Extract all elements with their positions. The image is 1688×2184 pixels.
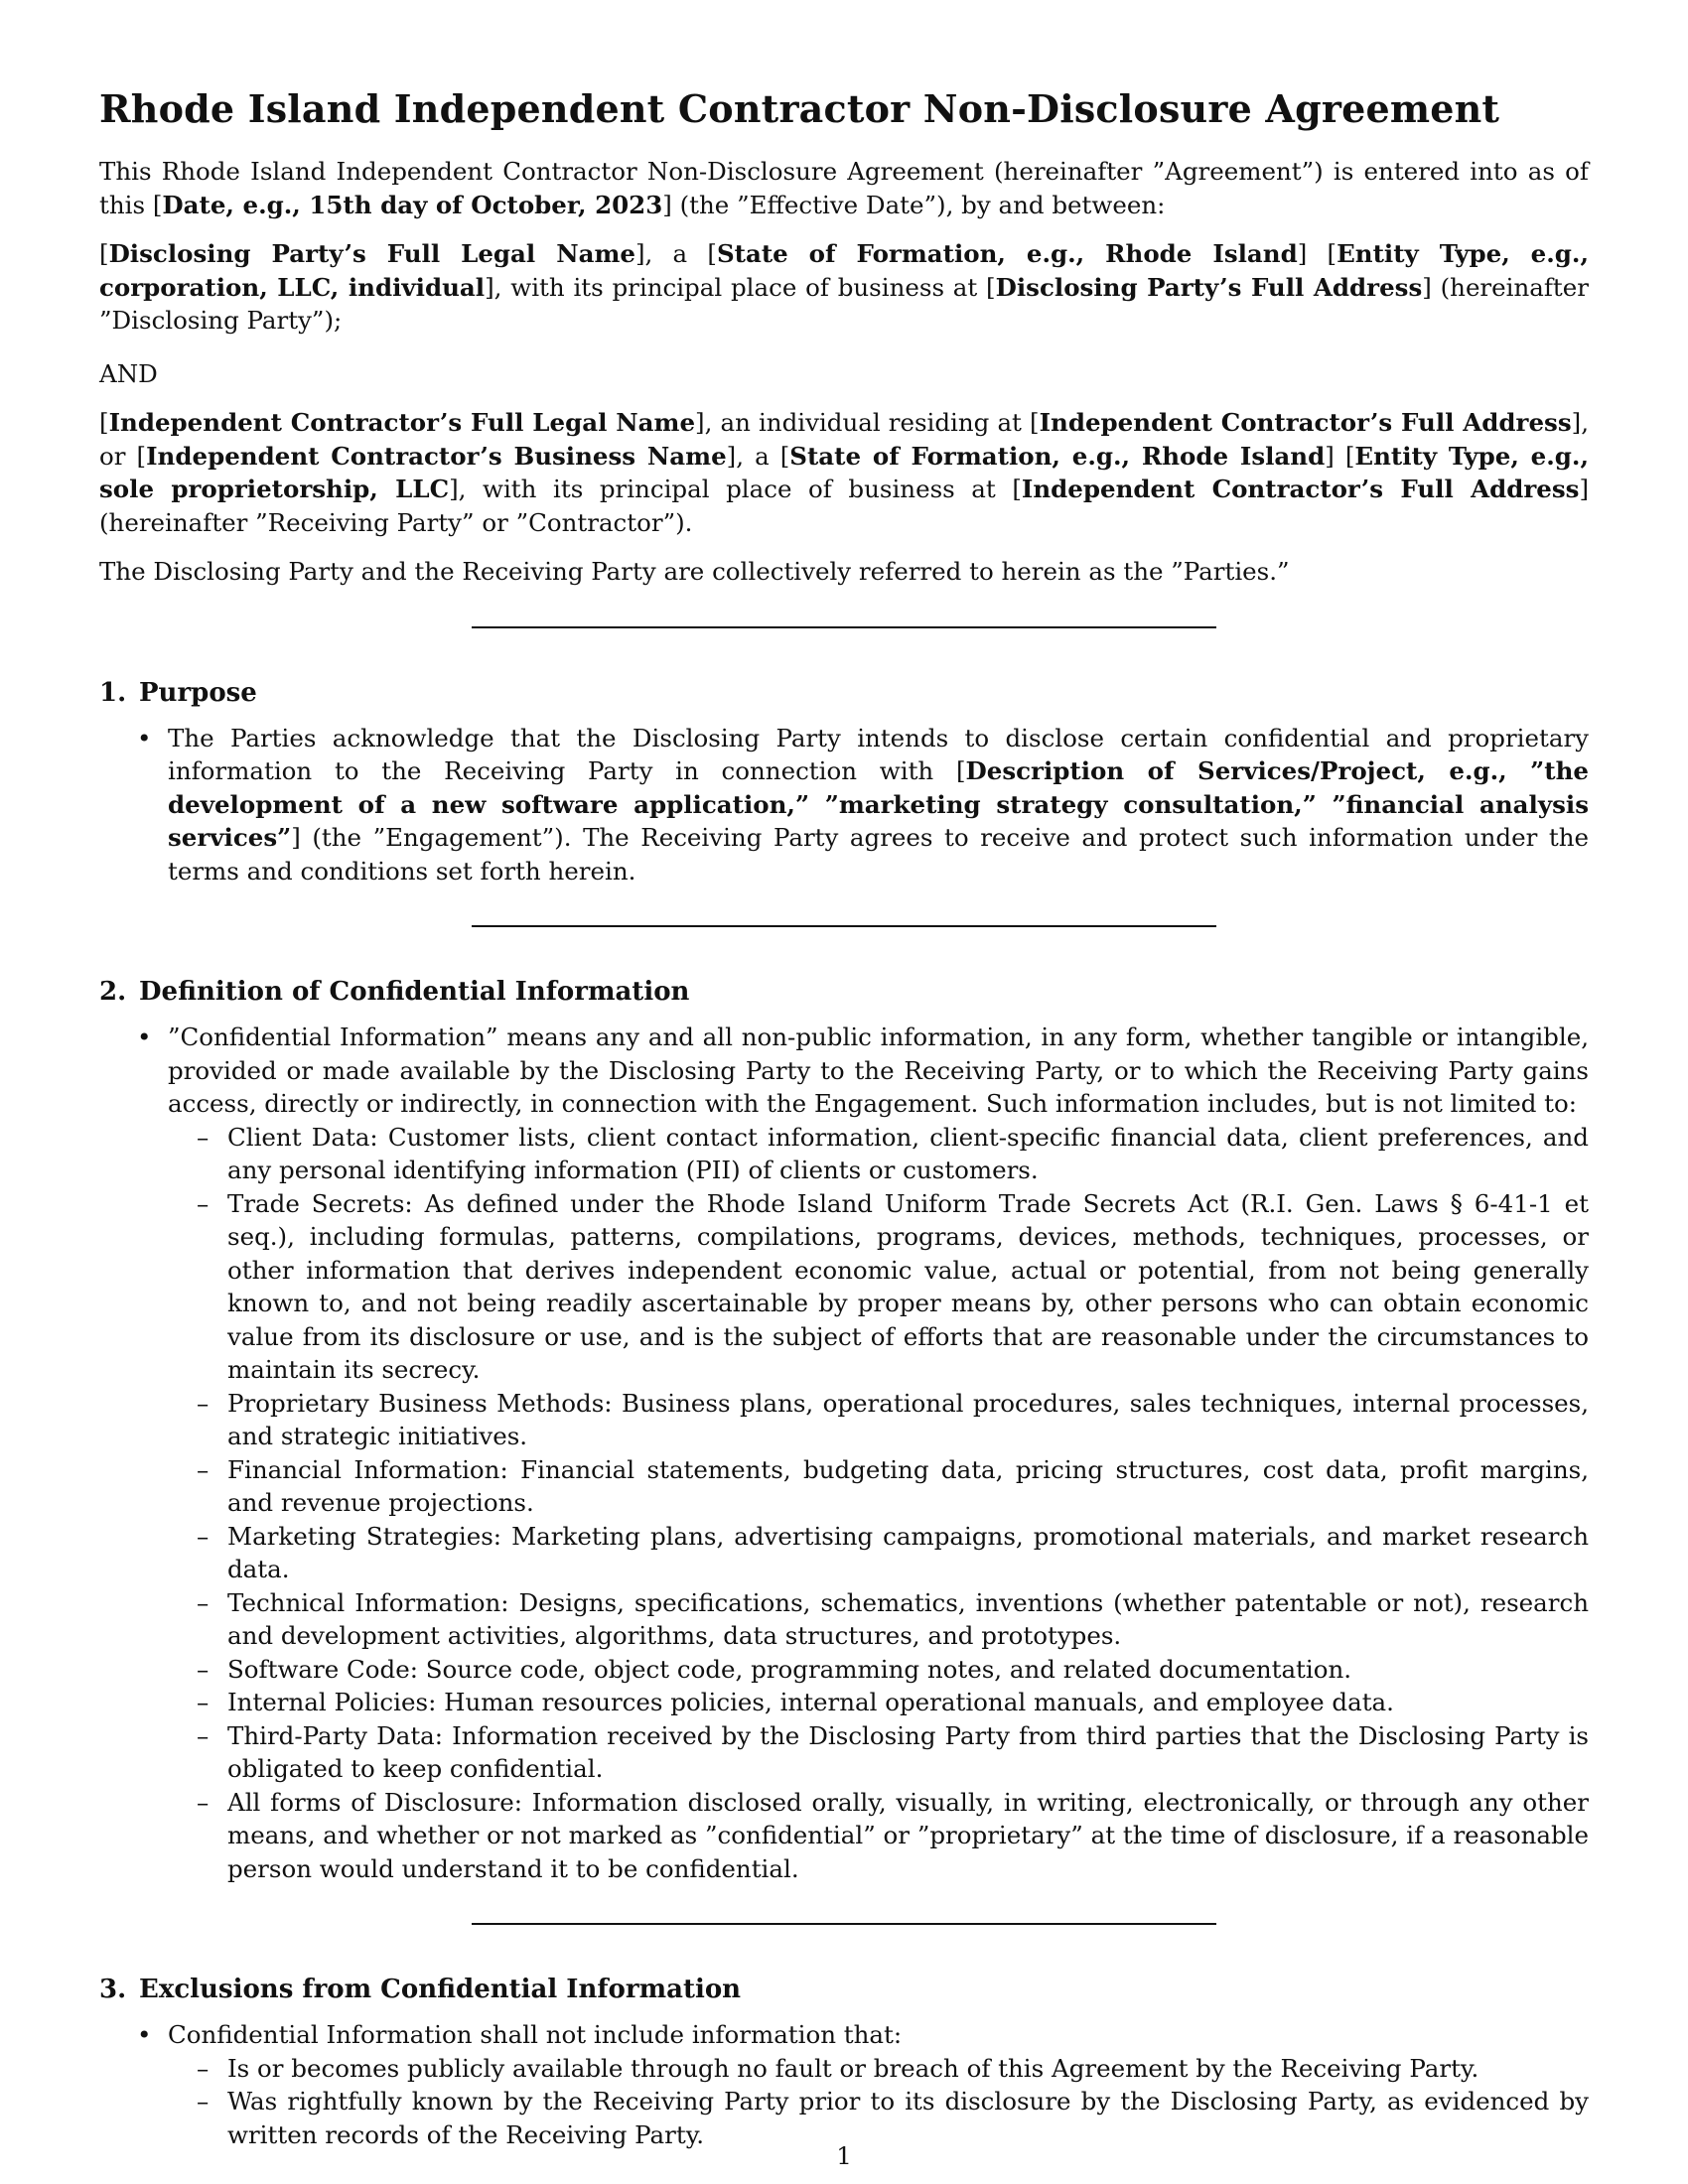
page-number: 1 — [836, 2141, 852, 2170]
category-text: Software Code: Source code, object code, programming notes, and related documentation. — [227, 1654, 1352, 1684]
sub-list-item — [168, 1786, 1589, 1886]
dash-icon: – — [197, 1787, 210, 1817]
purpose-text: The Parties acknowledge that the Disclosing Party intends to disclose certain confidential and proprietary information to the Receiving Party in connection with [ — [168, 723, 1589, 785]
intro-text-end: ] (the ”Effective Date”), by and between: — [662, 190, 1166, 219]
sub-list-item — [168, 2052, 1589, 2086]
sub-list-item — [168, 1686, 1589, 1719]
exclusions-list — [99, 2018, 1589, 2151]
party2-text: ], with its principal place of business at [ — [449, 475, 1022, 503]
section-divider — [472, 626, 1216, 628]
disclosing-state-placeholder: State of Formation, e.g., Rhode Island — [716, 239, 1298, 268]
disclosing-party-paragraph — [99, 237, 1589, 338]
section-number: 1. — [99, 677, 127, 708]
party1-text: ] [ — [1297, 239, 1337, 268]
sub-list-item — [168, 1653, 1589, 1687]
category-text: Marketing Strategies: Marketing plans, advertising campaigns, promotional materials, and market research data. — [227, 1521, 1589, 1583]
intro-text: This Rhode Island Independent Contractor Non-Disclosure Agreement (hereinafter ”Agreement”) is entered into as of this [ — [99, 157, 1589, 219]
exclusions-text: Confidential Information shall not include information that: — [168, 2020, 903, 2049]
sub-list-item — [168, 1520, 1589, 1586]
document-title: Rhode Island Independent Contractor Non-Disclosure Agreement — [99, 86, 1500, 131]
category-text: Internal Policies: Human resources policies, internal operational manuals, and employee data. — [227, 1688, 1394, 1716]
section-title: Purpose — [139, 677, 257, 708]
party2-text: ] [ — [1325, 441, 1355, 471]
intro-paragraph — [99, 155, 1589, 221]
dash-icon: – — [197, 1587, 210, 1617]
dash-icon: – — [197, 1720, 210, 1750]
section-heading-exclusions — [99, 1973, 1589, 2006]
exclusion-items-list — [168, 2052, 1589, 2152]
parties-definition: The Disclosing Party and the Receiving Party are collectively referred to herein as the ”Parties.” — [99, 557, 1290, 586]
dash-icon: – — [197, 2087, 210, 2116]
receiving-party-paragraph — [99, 406, 1589, 539]
and-separator: AND — [99, 358, 158, 388]
section-divider — [472, 1923, 1216, 1925]
section-heading-purpose — [99, 676, 1589, 710]
list-item — [99, 722, 1589, 888]
category-text: Client Data: Customer lists, client contact information, client-specific financial data, client preferences, and any personal identifying information (PII) of clients or customers. — [227, 1122, 1589, 1184]
dash-icon: – — [197, 2053, 210, 2083]
contractor-business-address-placeholder: Independent Contractor’s Full Address — [1021, 475, 1580, 503]
sub-list-item — [168, 1719, 1589, 1786]
contractor-name-placeholder: Independent Contractor’s Full Legal Name — [108, 408, 696, 437]
category-text: All forms of Disclosure: Information disclosed orally, visually, in writing, electronically, or through any other means, and whether or not marked as ”confidential” or ”proprietary” at the time of disclosure, if a reasonable person would understand it to be confidential. — [227, 1787, 1589, 1883]
party2-text: ], a [ — [726, 441, 790, 471]
confidential-categories-list — [168, 1121, 1589, 1886]
disclosing-name-placeholder: Disclosing Party’s Full Legal Name — [108, 239, 635, 268]
sub-list-item — [168, 1121, 1589, 1187]
party2-text: [ — [99, 408, 109, 437]
section-divider — [472, 925, 1216, 927]
exclusion-text: Is or becomes publicly available through no fault or breach of this Agreement by the Receiving Party. — [227, 2053, 1479, 2083]
contractor-business-placeholder: Independent Contractor’s Business Name — [146, 441, 727, 471]
category-text: Technical Information: Designs, specifications, schematics, inventions (whether patentable or not), research and development activities, algorithms, data structures, and prototypes. — [227, 1587, 1589, 1650]
contractor-entity-placeholder: Entity Type, e.g., sole proprietorship, LLC — [99, 441, 1589, 503]
dash-icon: – — [197, 1654, 210, 1684]
purpose-list — [99, 722, 1589, 888]
party1-text: ] (hereinafter ”Disclosing Party”); — [99, 272, 1589, 335]
dash-icon: – — [197, 1388, 210, 1418]
section-title: Definition of Confidential Information — [139, 977, 690, 1007]
bullet-icon: • — [137, 723, 152, 752]
sub-list-item — [168, 1453, 1589, 1520]
sub-list-item — [168, 1387, 1589, 1453]
dash-icon: – — [197, 1122, 210, 1152]
document-page — [99, 85, 1589, 2151]
sub-list-item — [168, 1187, 1589, 1387]
category-text: Third-Party Data: Information received by the Disclosing Party from third parties that the Disclosing Party is obligated to keep confidential. — [227, 1720, 1589, 1783]
disclosing-address-placeholder: Disclosing Party’s Full Address — [995, 272, 1423, 302]
section-number: 3. — [99, 1975, 127, 2004]
bullet-icon: • — [137, 2020, 152, 2049]
contractor-state-placeholder: State of Formation, e.g., Rhode Island — [789, 441, 1326, 471]
services-description-placeholder: Description of Services/Project, e.g., ”the development of a new software application,” ”marketing strategy consultation,” ”financial analysis services” — [168, 756, 1589, 852]
date-placeholder: Date, e.g., 15th day of October, 2023 — [162, 190, 663, 219]
section-number: 2. — [99, 977, 127, 1007]
purpose-text-end: ] (the ”Engagement”). The Receiving Party agrees to receive and protect such information under the terms and conditions set forth herein. — [168, 823, 1589, 886]
exclusion-text: Was rightfully known by the Receiving Party prior to its disclosure by the Disclosing Party, as evidenced by written records of the Receiving Party. — [227, 2087, 1589, 2149]
definition-text: ”Confidential Information” means any and all non-public information, in any form, whether tangible or intangible, provided or made available by the Disclosing Party to the Receiving Party, or to which the Receiving Party gains access, directly or indirectly, in connection with the Engagement. Such information includes, but is not limited to: — [168, 1023, 1589, 1118]
list-item — [99, 2018, 1589, 2151]
category-text: Proprietary Business Methods: Business plans, operational procedures, sales techniques, internal processes, and strategic initiatives. — [227, 1388, 1589, 1450]
bullet-icon: • — [137, 1023, 152, 1051]
dash-icon: – — [197, 1688, 210, 1716]
category-text: Financial Information: Financial statements, budgeting data, pricing structures, cost data, profit margins, and revenue projections. — [227, 1454, 1589, 1517]
section-title: Exclusions from Confidential Information — [139, 1975, 742, 2004]
party1-text: ], with its principal place of business at [ — [485, 272, 996, 302]
dash-icon: – — [197, 1188, 210, 1218]
disclosing-entity-placeholder: Entity Type, e.g., corporation, LLC, individual — [99, 239, 1589, 302]
section-heading-definition — [99, 975, 1589, 1009]
party2-text: ] (hereinafter ”Receiving Party” or ”Contractor”). — [99, 475, 1589, 537]
party1-text: ], a [ — [634, 239, 717, 268]
party2-text: ], an individual residing at [ — [695, 408, 1040, 437]
party2-text: ], or [ — [99, 408, 1589, 471]
category-text: Trade Secrets: As defined under the Rhode Island Uniform Trade Secrets Act (R.I. Gen. Laws § 6-41-1 et seq.), including formulas, patterns, compilations, programs, devices, methods, techniques, processes, or other information that derives independent economic value, actual or potential, from not being generally known to, and not being readily ascertainable by proper means by, other persons who can obtain economic value from its disclosure or use, and is the subject of efforts that are reasonable under the circumstances to maintain its secrecy. — [227, 1188, 1589, 1384]
dash-icon: – — [197, 1454, 210, 1484]
contractor-address-placeholder: Independent Contractor’s Full Address — [1039, 408, 1572, 437]
party1-text: [ — [99, 239, 109, 268]
sub-list-item — [168, 1586, 1589, 1653]
definition-list — [99, 1021, 1589, 1885]
list-item — [99, 1021, 1589, 1885]
dash-icon: – — [197, 1521, 210, 1551]
